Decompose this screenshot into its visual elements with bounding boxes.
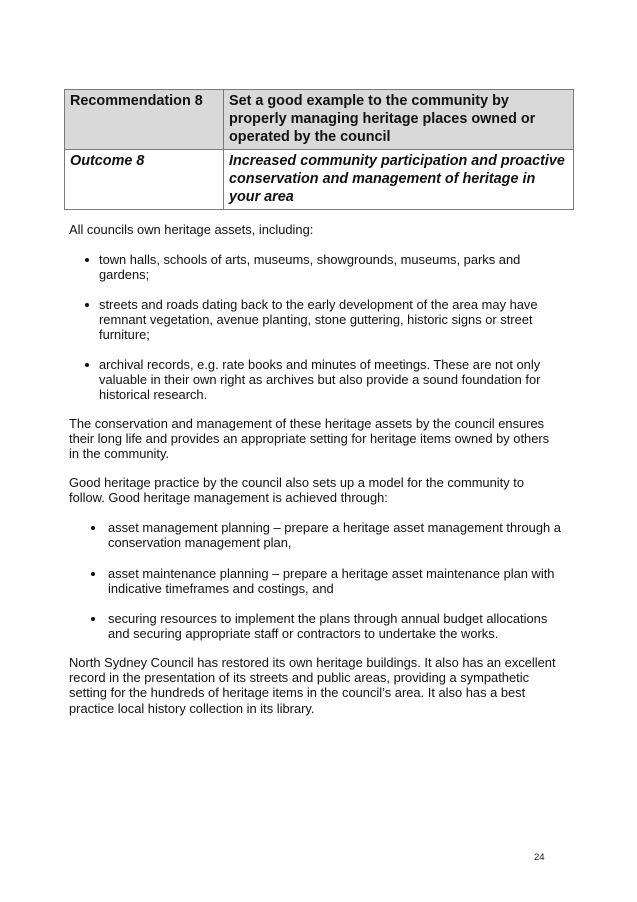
bullet-icon — [91, 617, 95, 621]
recommendation-row — [65, 90, 574, 150]
bullet-icon — [91, 572, 95, 576]
outcome-row — [65, 150, 574, 210]
list-item — [108, 611, 563, 641]
bullet-icon — [85, 303, 89, 307]
intro-paragraph: All councils own heritage assets, including: — [69, 222, 314, 237]
list-item — [99, 357, 569, 403]
conservation-paragraph: The conservation and management of these heritage assets by the council ensures their long life and provides an appropriate setting for heritage items owned by others in the community. — [69, 416, 550, 462]
list-item — [108, 520, 563, 550]
bullet-icon — [91, 526, 95, 530]
bullet-icon — [85, 363, 89, 367]
outcome-label: Outcome 8 — [65, 150, 224, 210]
page-number: 24 — [534, 852, 545, 863]
recommendation-label: Recommendation 8 — [65, 90, 224, 150]
north-sydney-paragraph: North Sydney Council has restored its own heritage buildings. It also has an excellent record in the presentation of its streets and public areas, providing a sympathetic setting for the hundreds of heritage items in the council’s area. It also has a best practice local history collection in its library. — [69, 655, 556, 716]
bullet-icon — [85, 258, 89, 262]
list-item-text: asset maintenance planning – prepare a heritage asset maintenance plan with indicative timeframes and costings, and — [108, 566, 555, 597]
recommendation-table — [64, 89, 574, 210]
list-item-text: town halls, schools of arts, museums, showgrounds, museums, parks and gardens; — [99, 252, 521, 283]
recommendation-text: Set a good example to the community by properly managing heritage places owned or operated by the council — [224, 90, 574, 150]
list-item-text: securing resources to implement the plans through annual budget allocations and securing appropriate staff or contractors to undertake the works. — [108, 611, 548, 642]
list-item-text: streets and roads dating back to the early development of the area may have remnant vegetation, avenue planting, stone guttering, historic signs or street furniture; — [99, 297, 538, 343]
list-item — [99, 252, 569, 282]
outcome-text: Increased community participation and proactive conservation and management of heritage in your area — [224, 150, 574, 210]
list-item — [99, 297, 569, 343]
list-item — [108, 566, 563, 596]
list-item-text: archival records, e.g. rate books and minutes of meetings. These are not only valuable in their own right as archives but also provide a sound foundation for historical research. — [99, 357, 541, 403]
list-item-text: asset management planning – prepare a heritage asset management through a conservation management plan, — [108, 520, 561, 551]
practice-paragraph: Good heritage practice by the council also sets up a model for the community to follow. Good heritage management is achieved through: — [69, 475, 524, 506]
